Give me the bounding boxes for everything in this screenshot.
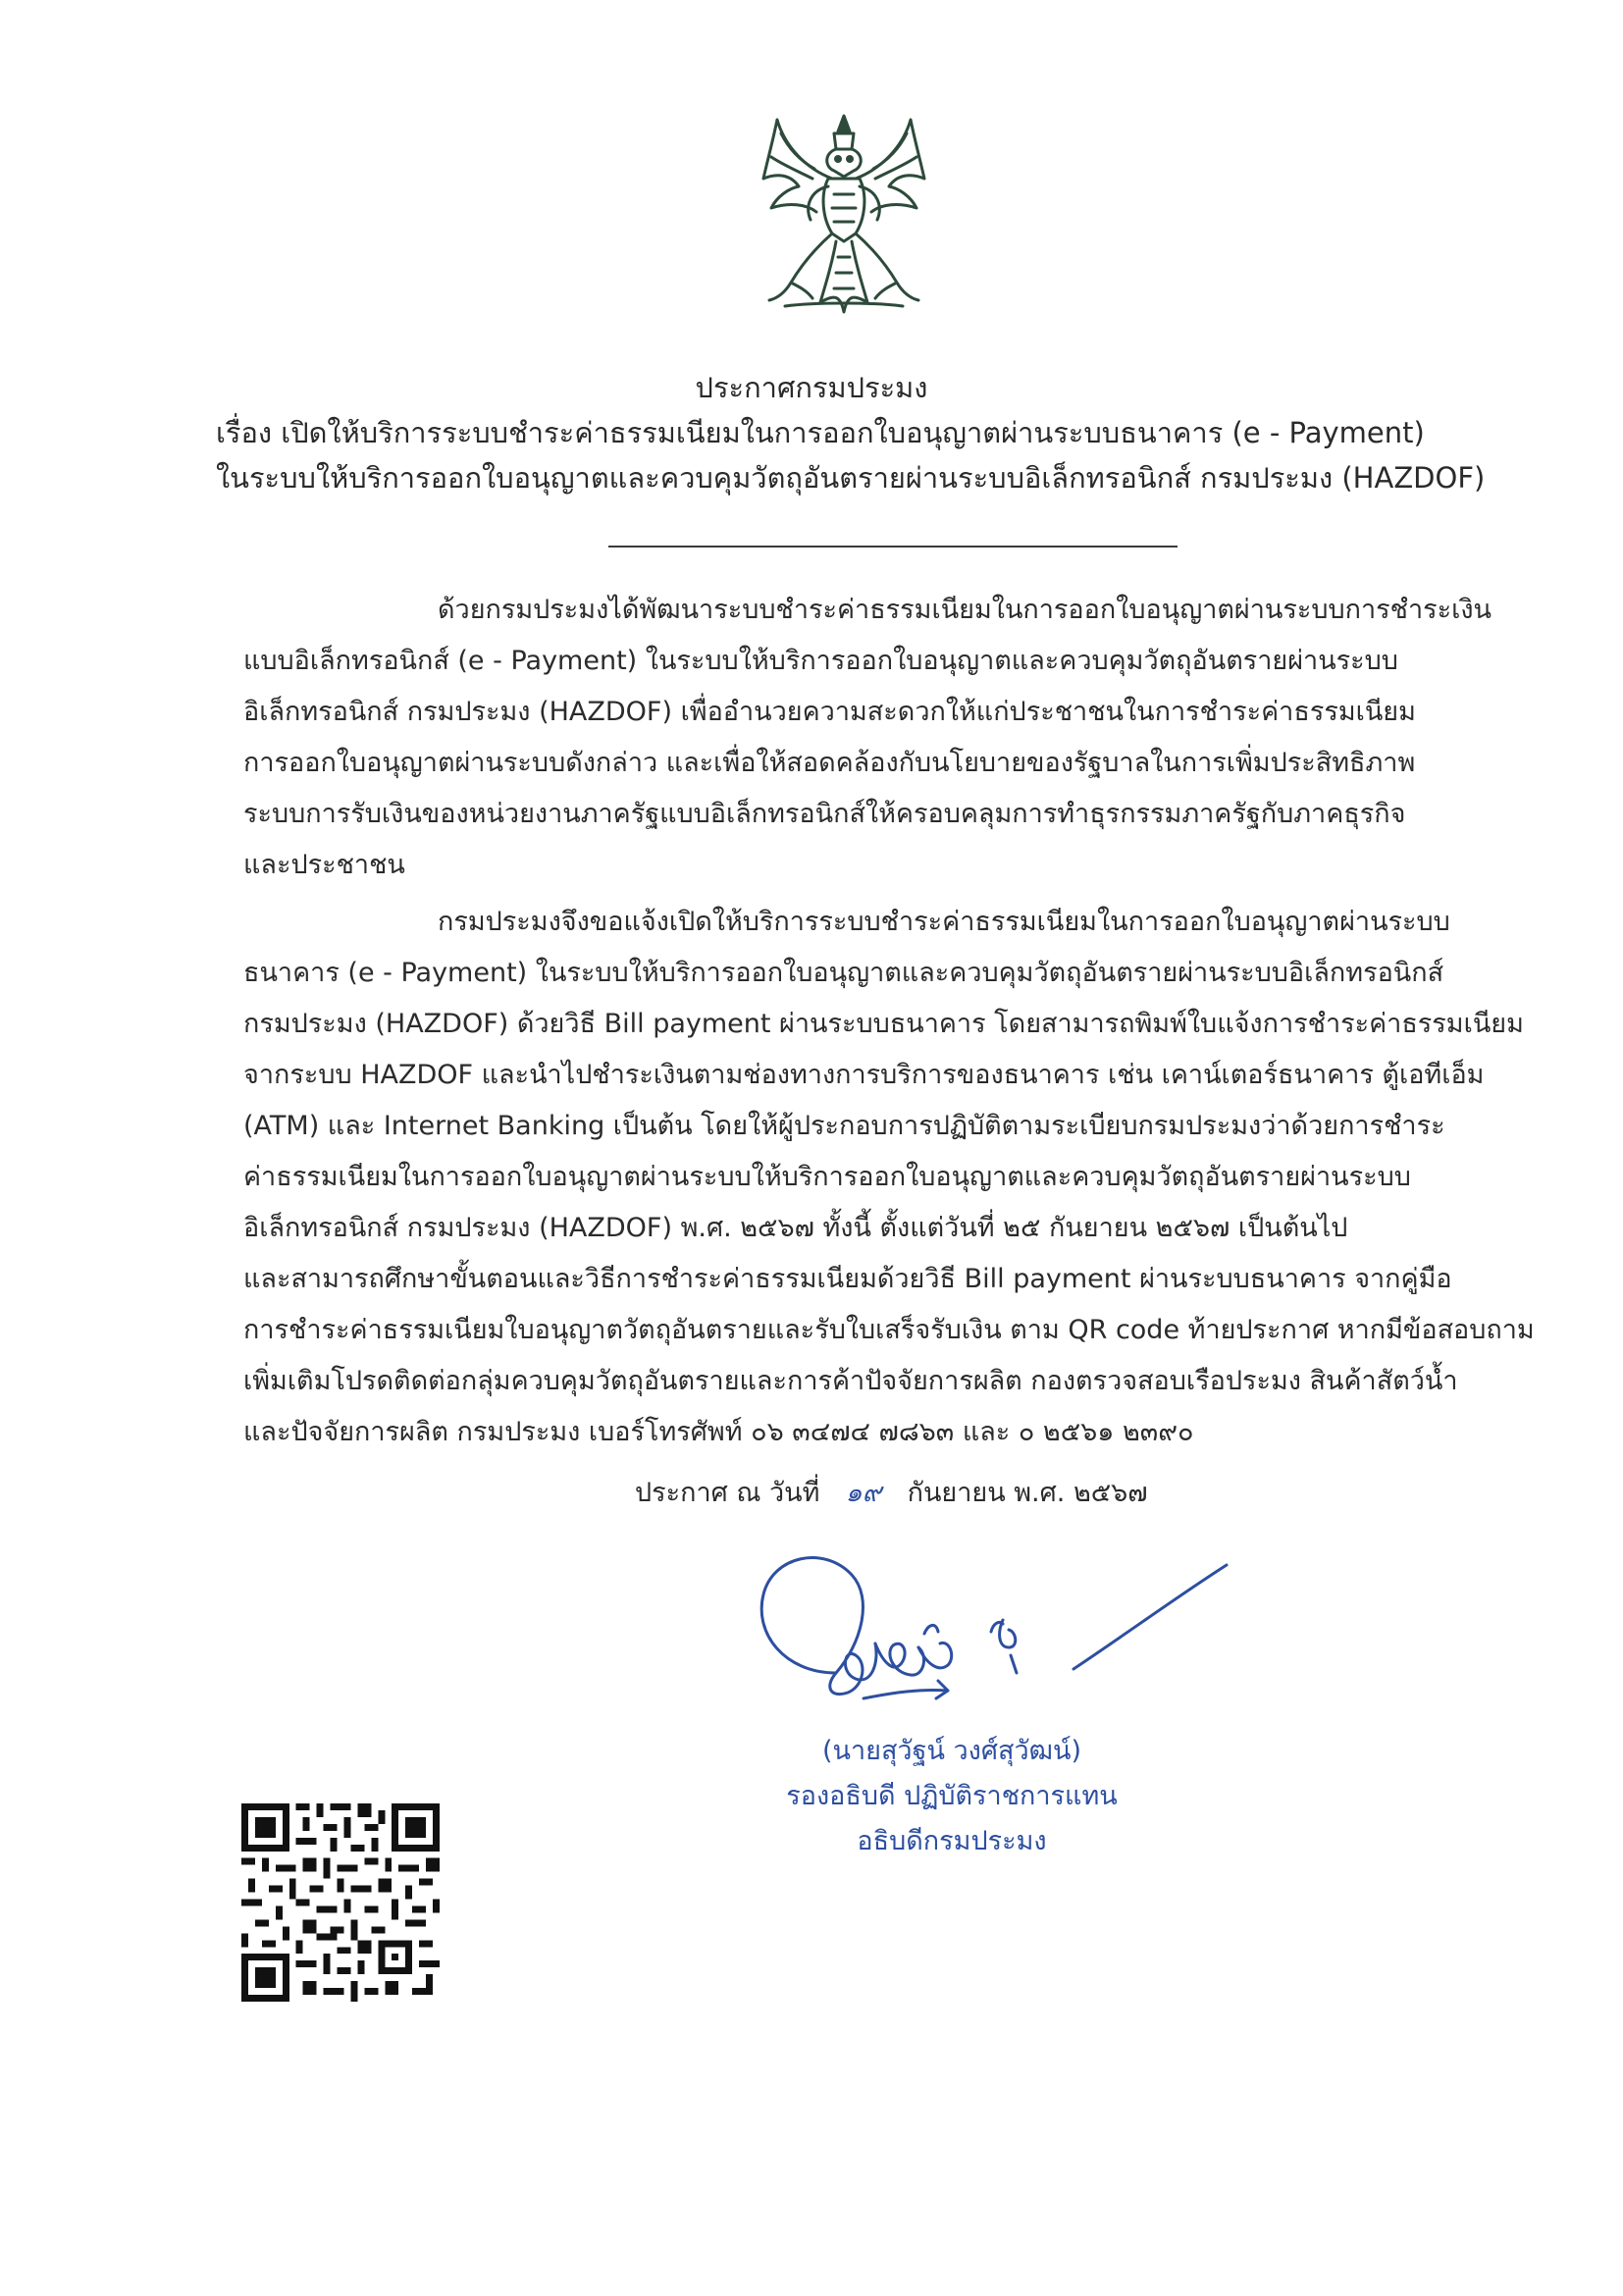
paragraph-2-line: ค่าธรรมเนียมในการออกใบอนุญาตผ่านระบบให้บริการออกใบอนุญาตและควบคุมวัตถุอันตรายผ่านระบบ xyxy=(243,1162,1411,1192)
paragraph-2-line: ธนาคาร (e - Payment) ในระบบให้บริการออกใบอนุญาตและควบคุมวัตถุอันตรายผ่านระบบอิเล็กทรอนิกส์ xyxy=(243,958,1444,988)
paragraph-2-line: กรมประมงจึงขอแจ้งเปิดให้บริการระบบชำระค่าธรรมเนียมในการออกใบอนุญาตผ่านระบบ xyxy=(438,907,1450,937)
heading-divider xyxy=(608,546,1178,548)
paragraph-2-line: และสามารถศึกษาขั้นตอนและวิธีการชำระค่าธรรมเนียมด้วยวิธี Bill payment ผ่านระบบธนาคาร จากคู่มือ xyxy=(243,1264,1452,1294)
heading-subject-1 xyxy=(216,410,1425,455)
paragraph-1 xyxy=(243,585,1492,891)
subject-line-1: เรื่อง เปิดให้บริการระบบชำระค่าธรรมเนียมในการออกใบอนุญาตผ่านระบบธนาคาร (e - Payment) xyxy=(216,416,1425,449)
signatory-block xyxy=(746,1729,1158,1864)
qr-code-icon xyxy=(241,1803,440,2002)
paragraph-2-line: เพิ่มเติมโปรดติดต่อกลุ่มควบคุมวัตถุอันตรายและการค้าปัจจัยการผลิต กองตรวจสอบเรือประมง สินค้าสัตว์น้ำ xyxy=(243,1366,1458,1396)
paragraph-1-line: อิเล็กทรอนิกส์ กรมประมง (HAZDOF) เพื่ออำนวยความสะดวกให้แก่ประชาชนในการชำระค่าธรรมเนียม xyxy=(243,697,1416,727)
paragraph-1-line: แบบอิเล็กทรอนิกส์ (e - Payment) ในระบบให้บริการออกใบอนุญาตและควบคุมวัตถุอันตรายผ่านระบบ xyxy=(243,646,1398,676)
paragraph-2-line: และปัจจัยการผลิต กรมประมง เบอร์โทรศัพท์ ๐๖ ๓๔๗๔ ๗๘๖๓ และ ๐ ๒๕๖๑ ๒๓๙๐ xyxy=(243,1417,1194,1447)
paragraph-2-line: การชำระค่าธรรมเนียมใบอนุญาตวัตถุอันตรายและรับใบเสร็จรับเงิน ตาม QR code ท้ายประกาศ หากมีข้อสอบถาม xyxy=(243,1315,1535,1345)
announcement-dateline xyxy=(635,1472,1148,1515)
paragraph-2-line: (ATM) และ Internet Banking เป็นต้น โดยให้ผู้ประกอบการปฏิบัติตามระเบียบกรมประมงว่าด้วยการชำระ xyxy=(243,1111,1445,1141)
paragraph-2-line: จากระบบ HAZDOF และนำไปชำระเงินตามช่องทางการบริการของธนาคาร เช่น เคาน์เตอร์ธนาคาร ตู้เอทีเอ็ม xyxy=(243,1060,1485,1090)
paragraph-2 xyxy=(243,897,1535,1458)
heading-org xyxy=(216,365,1407,410)
dateline-suffix: กันยายน พ.ศ. ๒๕๖๗ xyxy=(907,1478,1148,1508)
garuda-emblem-icon xyxy=(756,110,932,321)
paragraph-2-line: กรมประมง (HAZDOF) ด้วยวิธี Bill payment ผ่านระบบธนาคาร โดยสามารถพิมพ์ใบแจ้งการชำระค่าธรรมเนียม xyxy=(243,1009,1524,1039)
dateline-prefix: ประกาศ ณ วันที่ xyxy=(635,1478,820,1508)
handwritten-signature-icon xyxy=(746,1526,1256,1732)
signatory-position-2: อธิบดีกรมประมง xyxy=(857,1826,1047,1856)
signatory-position-1: รองอธิบดี ปฏิบัติราชการแทน xyxy=(786,1781,1118,1811)
signatory-name: (นายสุวัฐน์ วงศ์สุวัฒน์) xyxy=(821,1736,1082,1766)
paragraph-1-line: และประชาชน xyxy=(243,850,405,880)
dateline-day: ๑๙ xyxy=(845,1478,882,1508)
paragraph-1-line: การออกใบอนุญาตผ่านระบบดังกล่าว และเพื่อให้สอดคล้องกับนโยบายของรัฐบาลในการเพิ่มประสิทธิภาพ xyxy=(243,748,1416,778)
subject-line-2: ในระบบให้บริการออกใบอนุญาตและควบคุมวัตถุอันตรายผ่านระบบอิเล็กทรอนิกส์ กรมประมง (HAZDOF) xyxy=(216,461,1486,495)
paragraph-1-line: ด้วยกรมประมงได้พัฒนาระบบชำระค่าธรรมเนียมในการออกใบอนุญาตผ่านระบบการชำระเงิน xyxy=(438,595,1492,625)
heading-subject-2 xyxy=(216,455,1486,500)
announcement-issuer: ประกาศกรมประมง xyxy=(695,371,928,404)
paragraph-2-line: อิเล็กทรอนิกส์ กรมประมง (HAZDOF) พ.ศ. ๒๕๖๗ ทั้งนี้ ตั้งแต่วันที่ ๒๕ กันยายน ๒๕๖๗ เป็นต้นไป xyxy=(243,1213,1348,1243)
paragraph-1-line: ระบบการรับเงินของหน่วยงานภาครัฐแบบอิเล็กทรอนิกส์ให้ครอบคลุมการทำธุรกรรมภาครัฐกับภาคธุรกิจ xyxy=(243,799,1406,829)
